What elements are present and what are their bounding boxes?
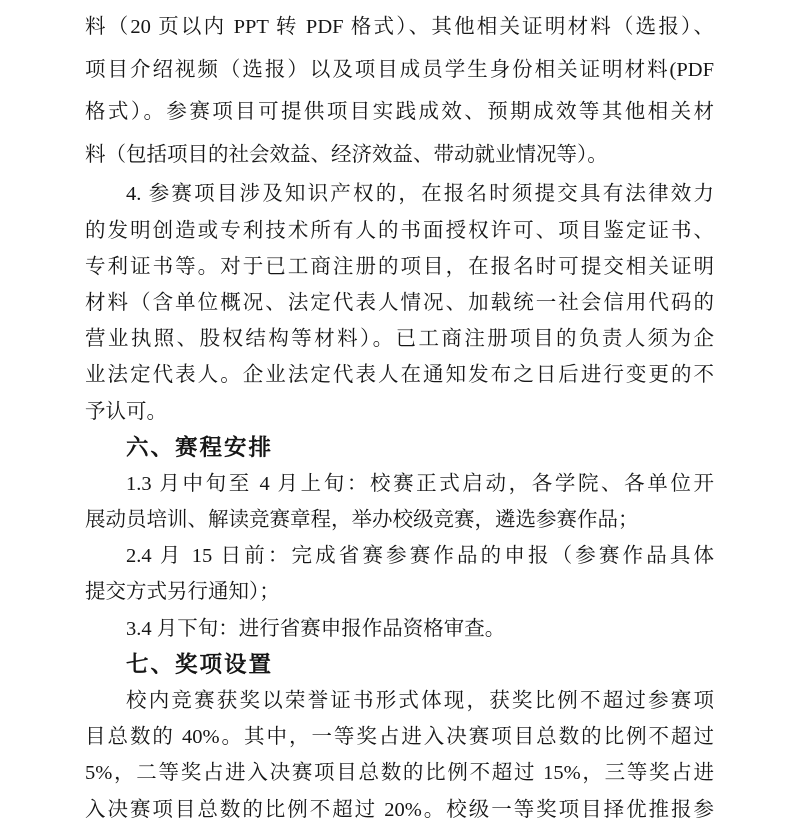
section-heading-text: 七、奖项设置 <box>126 651 274 677</box>
document-body <box>85 6 714 828</box>
section-heading-text: 六、赛程安排 <box>126 434 274 460</box>
text-line: 2.4 月 15 日前：完成省赛参赛作品的申报（参赛作品具体 <box>126 545 714 568</box>
text-line: 项目介绍视频（选报）以及项目成员学生身份相关证明材料(PDF <box>85 58 714 81</box>
paragraph-schedule-item-1 <box>85 466 714 538</box>
text-line: 的发明创造或专利技术所有人的书面授权许可、项目鉴定证书、 <box>85 219 714 242</box>
text-line: 料（20 页以内 PPT 转 PDF 格式）、其他相关证明材料（选报）、 <box>85 16 714 38</box>
text-line: 3.4 月下旬：进行省赛申报作品资格审查。 <box>126 617 506 640</box>
paragraph-item-4-intellectual-property <box>85 176 714 429</box>
text-line: 业法定代表人。企业法定代表人在通知发布之日后进行变更的不 <box>85 364 714 387</box>
text-line: 入决赛项目总数的比例不超过 20%。校级一等奖项目择优推报参 <box>85 798 714 821</box>
paragraph-schedule-item-2 <box>85 538 714 610</box>
text-line: 提交方式另行通知）； <box>85 581 280 604</box>
paragraph-schedule-item-3 <box>85 611 714 647</box>
text-line: 格式）。参赛项目可提供项目实践成效、预期成效等其他相关材 <box>85 101 714 124</box>
paragraph-awards-ratios <box>85 683 714 828</box>
text-line: 校内竞赛获奖以荣誉证书形式体现，获奖比例不超过参赛项 <box>126 690 714 712</box>
heading-section-6-schedule <box>85 430 714 466</box>
text-line: 展动员培训、解读竞赛章程，举办校级竞赛，遴选参赛作品； <box>85 509 639 532</box>
text-line: 料（包括项目的社会效益、经济效益、带动就业情况等）。 <box>85 143 608 166</box>
heading-section-7-awards <box>85 647 714 683</box>
text-line: 营业执照、股权结构等材料）。已工商注册项目的负责人须为企 <box>85 328 714 351</box>
text-line: 1.3 月中旬至 4 月上旬：校赛正式启动，各学院、各单位开 <box>126 472 714 495</box>
paragraph-materials-continued <box>85 6 714 176</box>
text-line: 专利证书等。对于已工商注册的项目，在报名时可提交相关证明 <box>85 255 714 278</box>
text-line: 5%，二等奖占进入决赛项目总数的比例不超过 15%，三等奖占进 <box>85 762 714 785</box>
text-line: 予认可。 <box>85 400 167 423</box>
text-line: 4. 参赛项目涉及知识产权的，在报名时须提交具有法律效力 <box>126 183 714 206</box>
text-line: 目总数的 40%。其中，一等奖占进入决赛项目总数的比例不超过 <box>85 726 714 749</box>
text-line: 材料（含单位概况、法定代表人情况、加载统一社会信用代码的 <box>85 291 714 314</box>
